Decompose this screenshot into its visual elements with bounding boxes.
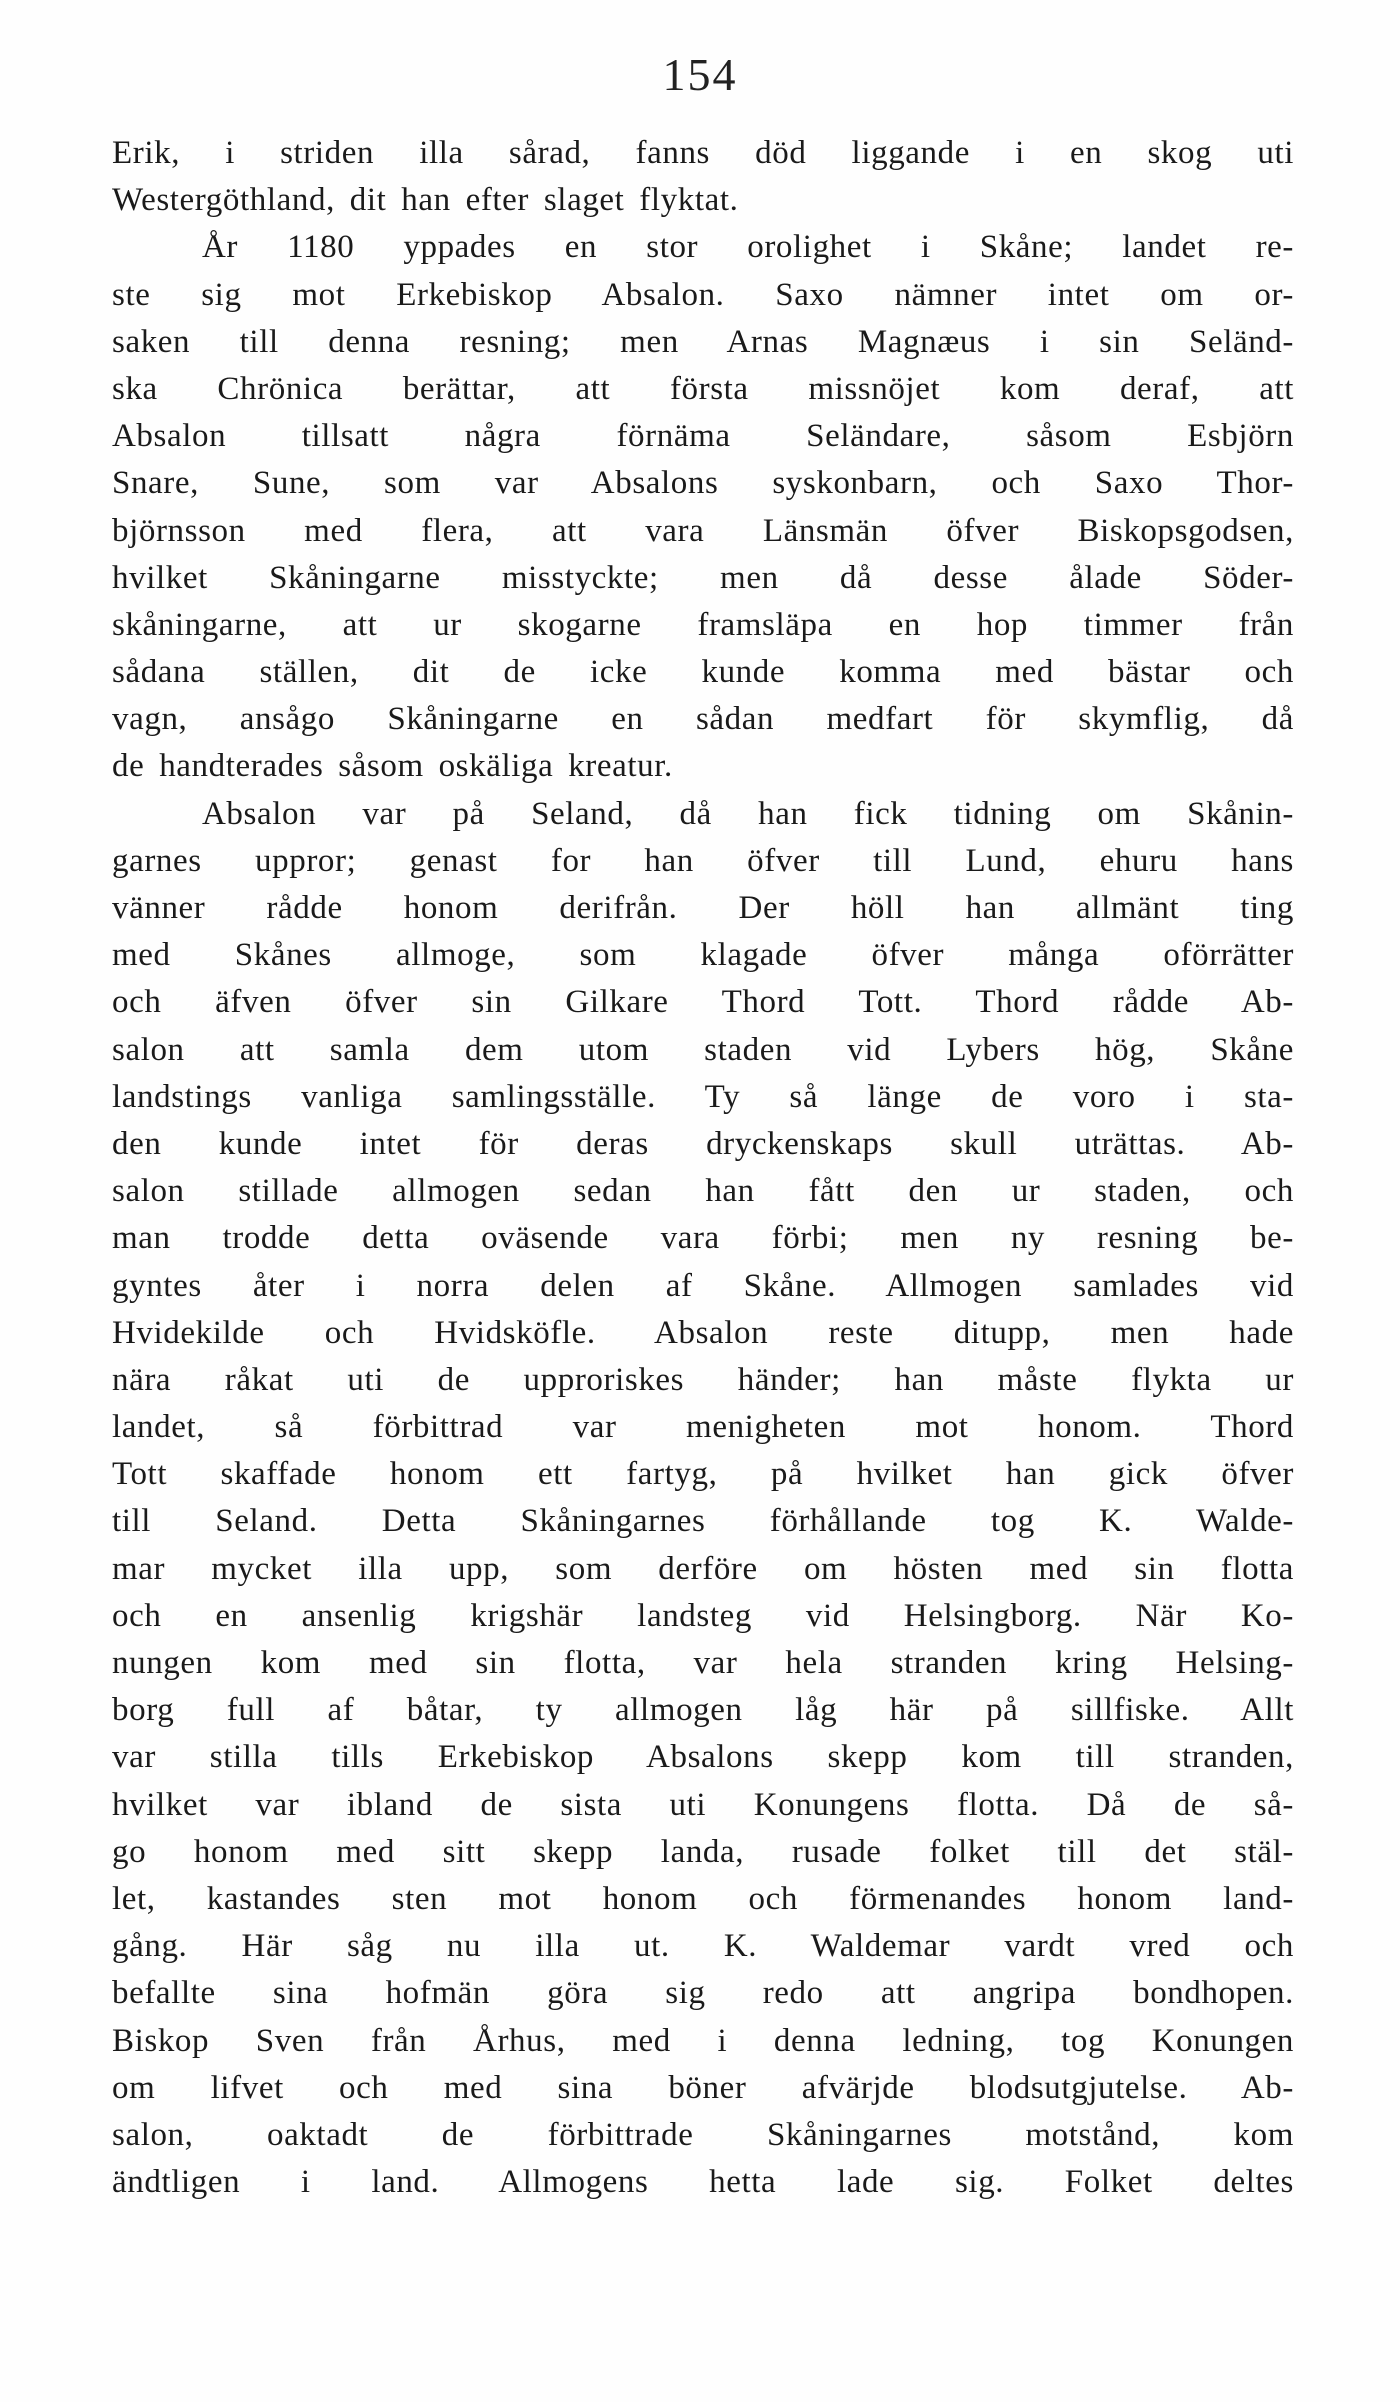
text-line: de handterades såsom oskäliga kreatur. [112,748,673,785]
text-line: skåningarne, att ur skogarne framsläpa en hop timmer från [112,606,1294,643]
body-text [112,130,1294,2206]
text-line: salon stillade allmogen sedan han fått den ur staden, och [112,1173,1294,1210]
text-line: landstings vanliga samlingsställe. Ty så länge de voro i sta- [112,1078,1294,1115]
text-line: Absalon tillsatt några förnäma Seländare, såsom Esbjörn [112,418,1294,455]
text-line: mar mycket illa upp, som derföre om hösten med sin flotta [112,1550,1294,1587]
text-line: ste sig mot Erkebiskop Absalon. Saxo nämner intet om or- [112,276,1294,313]
text-line: vänner rådde honom derifrån. Der höll han allmänt ting [112,890,1294,926]
text-line: landet, så förbittrad var menigheten mot honom. Thord [112,1409,1294,1446]
text-line: salon att samla dem utom staden vid Lybers hög, Skåne [112,1031,1294,1068]
text-line: nära råkat uti de upproriskes händer; han måste flykta ur [112,1361,1294,1398]
text-line: År 1180 yppades en stor orolighet i Skåne; landet re- [202,229,1294,266]
text-line: gång. Här såg nu illa ut. K. Waldemar vardt vred och [112,1928,1294,1965]
text-line: till Seland. Detta Skåningarnes förhållande tog K. Walde- [112,1503,1294,1540]
text-line: och en ansenlig krigshär landsteg vid Helsingborg. När Ko- [112,1597,1294,1634]
text-line: Westergöthland, dit han efter slaget flyktat. [112,182,739,219]
page-number: 154 [662,49,738,100]
text-line: gyntes åter i norra delen af Skåne. Allmogen samlades vid [112,1267,1294,1304]
text-line: Absalon var på Seland, då han fick tidning om Skånin- [202,795,1294,832]
text-line: och äfven öfver sin Gilkare Thord Tott. Thord rådde Ab- [112,984,1294,1021]
text-line: garnes uppror; genast for han öfver till Lund, ehuru hans [112,842,1294,879]
text-line: om lifvet och med sina böner afvärjde blodsutgjutelse. Ab- [112,2069,1294,2106]
text-line: var stilla tills Erkebiskop Absalons skepp kom till stranden, [112,1739,1294,1776]
text-line: Biskop Sven från Århus, med i denna ledning, tog Konungen [112,2022,1294,2059]
text-line: man trodde detta oväsende vara förbi; men ny resning be- [112,1220,1294,1257]
text-line: go honom med sitt skepp landa, rusade folket till det stäl- [112,1833,1294,1870]
text-line: borg full af båtar, ty allmogen låg här på sillfiske. Allt [112,1692,1294,1729]
text-line: hvilket var ibland de sista uti Konungens flotta. Då de så- [112,1786,1294,1823]
text-line: den kunde intet för deras dryckenskaps skull uträttas. Ab- [112,1125,1294,1162]
text-line: vagn, ansågo Skåningarne en sådan medfart för skymflig, då [112,701,1294,738]
text-line: Tott skaffade honom ett fartyg, på hvilket han gick öfver [112,1456,1294,1493]
text-line: ändtligen i land. Allmogens hetta lade sig. Folket deltes [112,2164,1294,2201]
text-line: nungen kom med sin flotta, var hela stranden kring Helsing- [112,1645,1294,1681]
text-line: befallte sina hofmän göra sig redo att angripa bondhopen. [112,1975,1294,2012]
text-line: saken till denna resning; men Arnas Magnæus i sin Seländ- [112,323,1294,360]
text-line: Erik, i striden illa sårad, fanns död liggande i en skog uti [112,135,1294,171]
text-line: Hvidekilde och Hvidsköfle. Absalon reste ditupp, men hade [112,1314,1294,1351]
text-line: ska Chrönica berättar, att första missnöjet kom deraf, att [112,370,1294,407]
text-line: sådana ställen, dit de icke kunde komma med bästar och [112,654,1294,691]
text-line: Snare, Sune, som var Absalons syskonbarn, och Saxo Thor- [112,465,1294,502]
text-line: salon, oaktadt de förbittrade Skåningarnes motstånd, kom [112,2116,1294,2153]
text-line: let, kastandes sten mot honom och förmenandes honom land- [112,1880,1294,1917]
text-line: med Skånes allmoge, som klagade öfver många oförrätter [112,937,1294,974]
text-line: hvilket Skåningarne misstyckte; men då desse ålade Söder- [112,559,1294,596]
text-line: björnsson med flera, att vara Länsmän öfver Biskopsgodsen, [112,512,1294,549]
